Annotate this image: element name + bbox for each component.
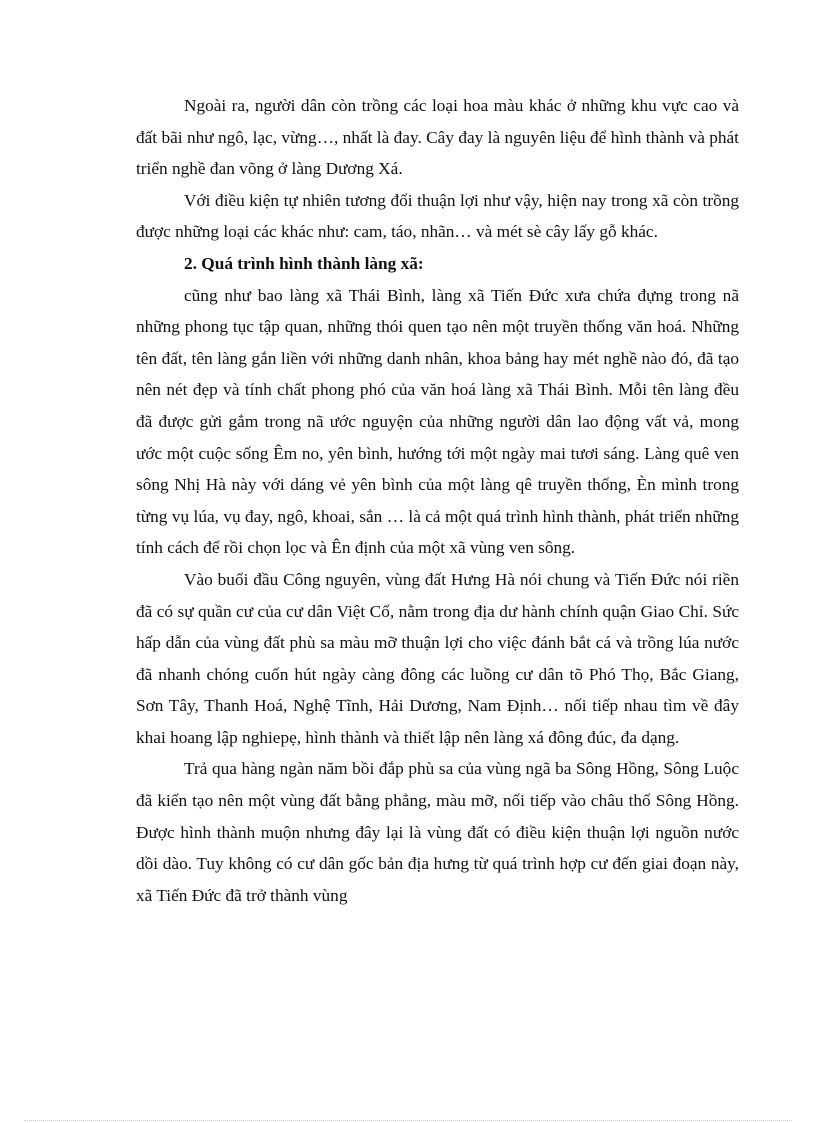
paragraph-crops: Ngoài ra, người dân còn trồng các loại hoa màu khác ở những khu vực cao và đất bãi như ngô, lạc, vừng…, nhất là đay. Cây đay là nguyên liệu để hình thành và phát triển nghề đan võng ở làng Dương Xá. bbox=[136, 96, 739, 179]
page-bottom-rule bbox=[24, 1120, 792, 1121]
paragraph-village-culture: cũng như bao làng xã Thái Bình, làng xã Tiến Đức xưa chứa đựng trong nã những phong tục tập quan, những thói quen tạo nên một truyền thống văn hoá. Những tên đất, tên làng gắn liền với những danh nhân, khoa bảng hay mét nghề nào đó, đã tạo nên nét đẹp và tính chất phong phó của văn hoá làng xã Thái Bình. Mỗi tên làng đều đã được gửi gắm trong nã ước nguyện của những người dân lao động vất vả, mong ước một cuộc sống Êm no, yên bình, hướng tới một ngày mai tươi sáng. Làng quê ven sông Nhị Hà này với dáng vẻ yên bình của một làng qê truyền thống, Èn mình trong từng vụ lúa, vụ đay, ngô, khoai, sắn … là cả một quá trình hình thành, phát triển những tính cách để rồi chọn lọc và Ên định của một xã vùng ven sông. bbox=[136, 285, 739, 558]
paragraph-natural-conditions: Với điều kiện tự nhiên tương đối thuận lợi như vậy, hiện nay trong xã còn trồng được những loại các khác như: cam, táo, nhãn… và mét sè cây lấy gỗ khác. bbox=[136, 190, 739, 242]
document-page bbox=[136, 90, 739, 911]
section-heading: 2. Quá trình hình thành làng xã: bbox=[184, 253, 424, 273]
paragraph-alluvial-land: Trả qua hàng ngàn năm bồi đắp phù sa của vùng ngã ba Sông Hồng, Sông Luộc đã kiến tạo nên một vùng đất bằng phẳng, màu mỡ, nối tiếp vào châu thổ Sông Hồng. Được hình thành muộn nhưng đây lại là vùng đất có điều kiện thuận lợi nguồn nước dồi dào. Tuy không có cư dân gốc bản địa hưng từ quá trình hợp cư đến giai đoạn này, xã Tiến Đức đã trở thành vùng bbox=[136, 759, 739, 905]
paragraph-early-settlement: Vào buổi đầu Công nguyên, vùng đất Hưng Hà nói chung và Tiến Đức nói riền đã có sự quần cư của cư dân Việt Cổ, nằm trong địa dư hành chính quận Giao Chỉ. Sức hấp dẫn của vùng đất phù sa màu mỡ thuận lợi cho việc đánh bắt cá và trồng lúa nước đã nhanh chóng cuốn hút ngày càng đông các luồng cư dân tõ Phó Thọ, Bắc Giang, Sơn Tây, Thanh Hoá, Nghệ Tĩnh, Hải Dương, Nam Định… nối tiếp nhau tìm về đây khai hoang lập nghiepẹ, hình thành và thiết lập nên làng xá đông đúc, đa dạng. bbox=[136, 569, 739, 747]
